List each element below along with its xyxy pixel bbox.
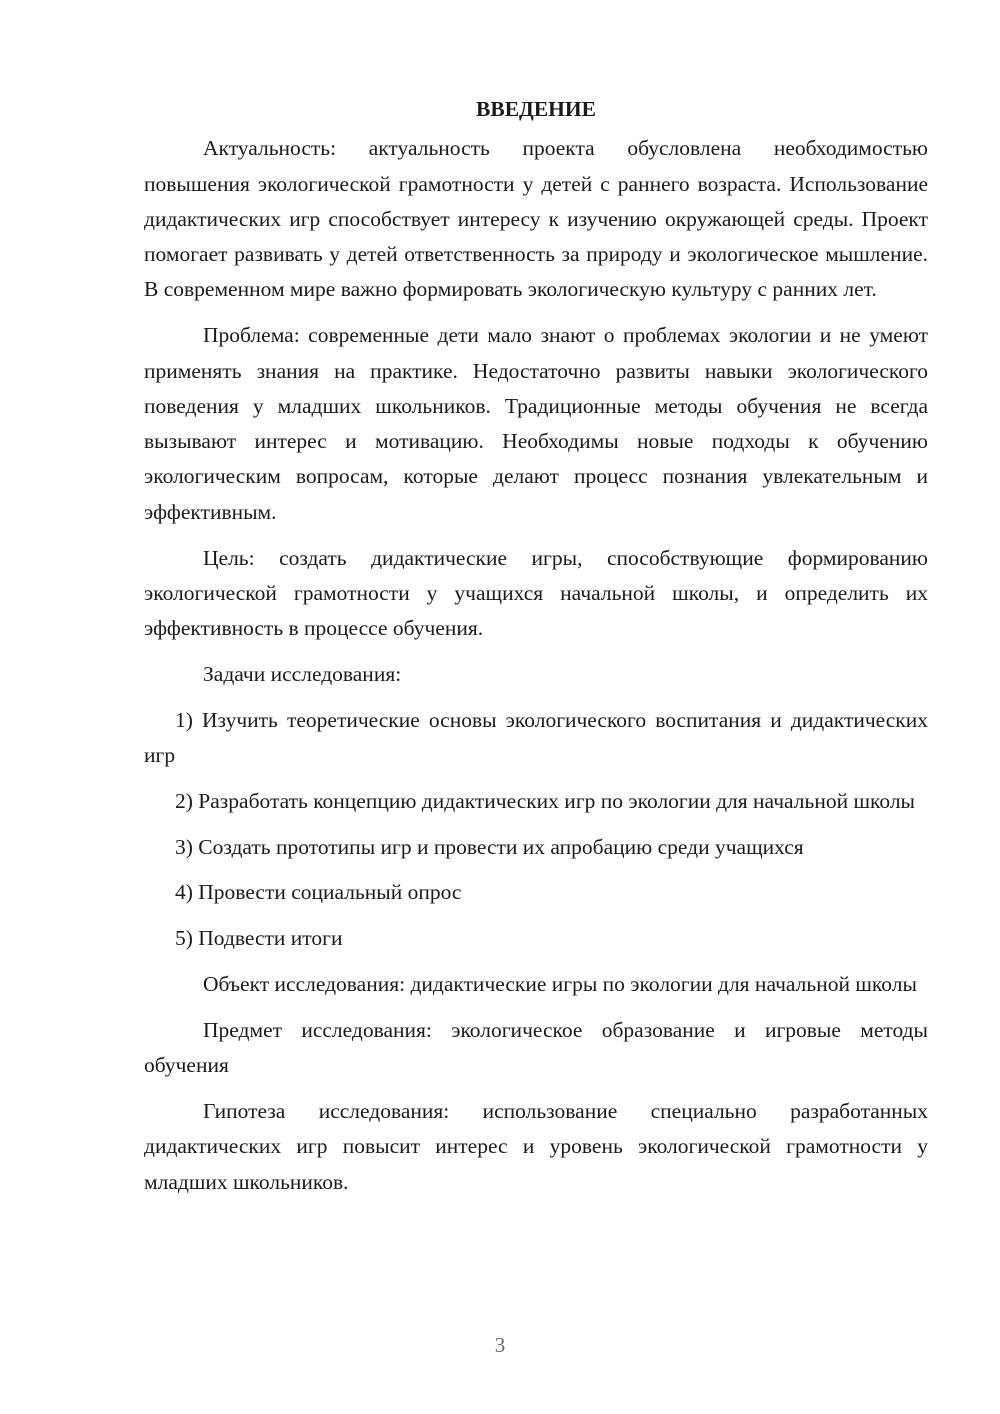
task-item-4: 4) Провести социальный опрос <box>175 880 462 905</box>
task-item-1: 1) Изучить теоретические основы экологического воспитания и дидактических игр <box>144 707 928 768</box>
relevance-paragraph: Актуальность: актуальность проекта обусловлена необходимостью повышения экологической грамотности у детей с раннего возраста. Использование дидактических игр способствует интересу к изучению окружающей среды. Проект помогает развивать у детей ответственность за природу и экологическое мышление. В современном мире важно формировать экологическую культуру с ранних лет. <box>144 136 928 302</box>
page-title: ВВЕДЕНИЕ <box>476 97 596 121</box>
object-paragraph: Объект исследования: дидактические игры по экологии для начальной школы <box>203 972 917 997</box>
goal-paragraph: Цель: создать дидактические игры, способствующие формированию экологической грамотности у учащихся начальной школы, и определить их эффективность в процессе обучения. <box>144 545 928 641</box>
task-item-5: 5) Подвести итоги <box>175 926 343 951</box>
task-item-3: 3) Создать прототипы игр и провести их апробацию среди учащихся <box>175 834 804 859</box>
document-page <box>144 92 928 1210</box>
subject-paragraph: Предмет исследования: экологическое образование и игровые методы обучения <box>144 1017 928 1078</box>
tasks-heading: Задачи исследования: <box>203 661 402 686</box>
page-number: 3 <box>494 1333 506 1357</box>
problem-paragraph: Проблема: современные дети мало знают о проблемах экологии и не умеют применять знания на практике. Недостаточно развиты навыки экологического поведения у младших школьников. Традиционные методы обучения не всегда вызывают интерес и мотивацию. Необходимы новые подходы к обучению экологическим вопросам, которые делают процесс познания увлекательным и эффективным. <box>144 323 928 524</box>
hypothesis-paragraph: Гипотеза исследования: использование специально разработанных дидактических игр повысит интерес и уровень экологической грамотности у младших школьников. <box>144 1098 928 1194</box>
task-item-2: 2) Разработать концепцию дидактических игр по экологии для начальной школы <box>175 788 916 813</box>
